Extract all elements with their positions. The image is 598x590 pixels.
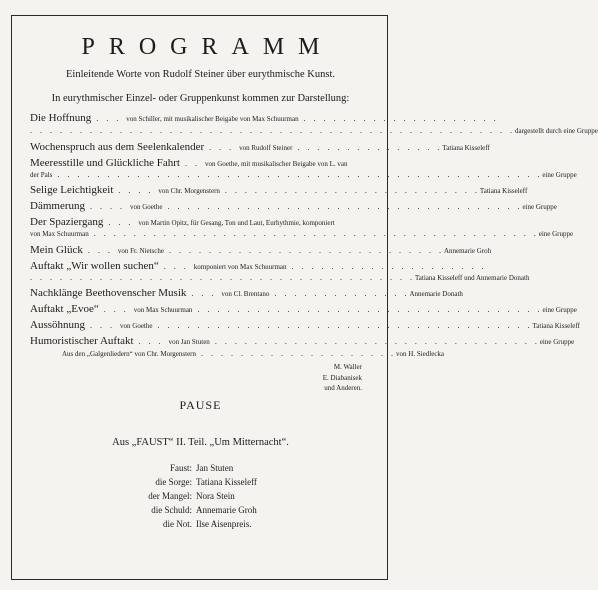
faust-title: Aus „FAUST“ II. Teil. „Um Mitternacht“. — [112, 437, 289, 448]
program-item-line2: . . . . . . . . . . . . . . . . . . . . . . . . . . . . . . . . . . . . . . . . . . . . . . . . . dargestellt durch eine Gruppe — [30, 126, 598, 135]
galgenlieder-performer: und Anderen. — [324, 384, 362, 392]
pause-heading: PAUSE — [179, 398, 222, 412]
intro-line: Einleitende Worte von Rudolf Steiner über eurythmische Kunst. — [66, 69, 335, 80]
galgenlieder-line: Aus den „Galgenliedern“ von Chr. Morgenstern . . . . . . . . . . . . . . . . . . . . von H. Siedlecka — [62, 349, 445, 358]
cast-row: die Schuld: Annemarie Groh — [151, 505, 257, 515]
program-item: Auftakt „Wir wollen suchen“ . . . komponiert von Max Schuurman . . . . . . . . . . . . . . . . . . . . — [30, 260, 487, 272]
galgenlieder-performer: E. Diabanisek — [322, 374, 362, 382]
program-item: Aussöhnung . . . von Goethe . . . . . . . . . . . . . . . . . . . . . . . . . . . . . . . . . . . . . . Tatiana Kisseleff — [30, 319, 580, 331]
program-item: Humoristischer Auftakt . . . von Jan Stuten . . . . . . . . . . . . . . . . . . . . . . . . . . . . . . . . . eine Gruppe — [30, 335, 575, 347]
galgenlieder-performer: M. Waller — [333, 363, 362, 371]
program-item: Wochenspruch aus dem Seelenkalender . . . von Rudolf Steiner . . . . . . . . . . . . . . . Tatiana Kisseleff — [30, 141, 490, 153]
program-item: Die Hoffnung . . . von Schiller, mit musikalischer Beigabe von Max Schuurman . . . . . . . . . . . . . . . . . . . . — [30, 112, 499, 124]
cast-row: die Sorge: Tatiana Kisseleff — [155, 477, 257, 487]
program-item: Dämmerung . . . . von Goethe . . . . . . . . . . . . . . . . . . . . . . . . . . . . . . . . . . . . eine Gruppe — [30, 200, 557, 212]
cast-row: Faust: Jan Stuten — [169, 463, 234, 473]
program-item-line2: . . . . . . . . . . . . . . . . . . . . . . . . . . . . . . . . . . . . . . . Tatiana Kisseleff und Annemarie Donath — [30, 273, 530, 282]
program-item: Meeresstille und Glückliche Fahrt . . von Goethe, mit musikalischer Beigabe von L. van — [30, 157, 348, 169]
program-item: Der Spaziergang . . . von Martin Opitz, für Gesang, Ton und Laut, Eurhythmie, komponiert — [30, 216, 335, 228]
program-item: Nachklänge Beethovenscher Musik . . . von Cl. Brentano . . . . . . . . . . . . . . Annemarie Donath — [30, 287, 463, 299]
program-item-line2: von Max Schuurman . . . . . . . . . . . . . . . . . . . . . . . . . . . . . . . . . . . . . . . . . . . . . eine Gruppe — [30, 229, 574, 238]
cast-row: die Not. Ilse Aisenpreis. — [163, 519, 252, 529]
program-item: Mein Glück . . . von Fr. Nietsche . . . . . . . . . . . . . . . . . . . . . . . . . . . . Annemarie Groh — [30, 244, 492, 256]
subheading: In eurythmischer Einzel- oder Gruppenkunst kommen zur Darstellung: — [51, 93, 350, 104]
program-item-line2: der Pals . . . . . . . . . . . . . . . . . . . . . . . . . . . . . . . . . . . . . . . . . . . . . . . . . eine Gruppe — [30, 170, 577, 179]
cast-row: der Mangel: Nora Stein — [148, 491, 235, 501]
program-item: Selige Leichtigkeit . . . . von Chr. Morgenstern . . . . . . . . . . . . . . . . . . . . . . . . . . Tatiana Kisseleff — [30, 184, 528, 196]
program-item: Auftakt „Evoe“ . . . von Max Schuurman . . . . . . . . . . . . . . . . . . . . . . . . . . . . . . . . . . . eine Gruppe — [30, 303, 577, 315]
program-heading: PROGRAMM — [81, 34, 334, 60]
